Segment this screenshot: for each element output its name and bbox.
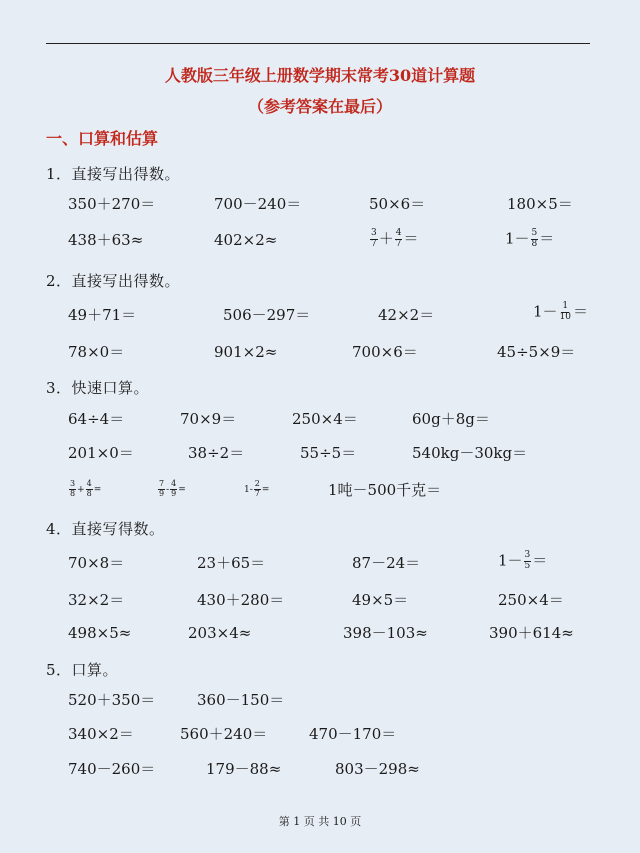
problem: 55÷5＝ bbox=[300, 444, 357, 462]
problem: 23＋65＝ bbox=[197, 554, 266, 572]
question-1-title: 1．直接写出得数。 bbox=[46, 165, 181, 183]
page-subtitle: （参考答案在最后） bbox=[247, 97, 392, 116]
problem-fraction: $\frac{3}{8}$ + $\frac{4}{8}$ = bbox=[70, 479, 102, 498]
fraction: $\frac{3}{7}$ bbox=[371, 228, 377, 249]
fraction: $\frac{1}{10}$ bbox=[559, 301, 571, 322]
problem: 78×0＝ bbox=[68, 343, 125, 361]
problem: 700×6＝ bbox=[352, 343, 418, 361]
section-title: 一、口算和估算 bbox=[46, 129, 159, 148]
problem-fraction: 1－ $\frac{5}{8}$ ＝ bbox=[505, 228, 555, 249]
question-5-title: 5．口算。 bbox=[46, 661, 119, 679]
problem: 38÷2＝ bbox=[188, 444, 245, 462]
problem: 250×4＝ bbox=[498, 591, 564, 609]
problem: 498×5≈ bbox=[68, 624, 132, 642]
question-2-title: 2．直接写出得数。 bbox=[46, 272, 181, 290]
fraction: $\frac{2}{7}$ bbox=[254, 479, 260, 498]
problem: 901×2≈ bbox=[214, 343, 278, 361]
problem-fraction: $\frac{7}{9}$ - $\frac{4}{9}$ = bbox=[159, 479, 186, 498]
fraction: $\frac{3}{8}$ bbox=[70, 479, 76, 498]
fraction: $\frac{4}{8}$ bbox=[86, 479, 92, 498]
page-footer: 第 1 页 共 10 页 bbox=[278, 815, 362, 828]
problem-fraction: 1－ $\frac{3}{5}$ ＝ bbox=[498, 550, 548, 571]
top-rule bbox=[46, 43, 590, 44]
problem: 520＋350＝ bbox=[68, 691, 156, 709]
problem: 350＋270＝ bbox=[68, 195, 156, 213]
problem: 64÷4＝ bbox=[68, 410, 125, 428]
problem: 700－240＝ bbox=[214, 195, 302, 213]
problem-fraction: 1- $\frac{2}{7}$ = bbox=[244, 479, 270, 498]
problem: 87－24＝ bbox=[352, 554, 421, 572]
problem: 250×4＝ bbox=[292, 410, 358, 428]
problem: 560＋240＝ bbox=[180, 725, 268, 743]
problem: 1吨－500千克＝ bbox=[328, 481, 442, 499]
problem: 506－297＝ bbox=[223, 306, 311, 324]
fraction: $\frac{3}{5}$ bbox=[524, 550, 531, 571]
problem: 390＋614≈ bbox=[489, 624, 574, 642]
problem: 803－298≈ bbox=[335, 760, 420, 778]
problem: 360－150＝ bbox=[197, 691, 285, 709]
problem: 740－260＝ bbox=[68, 760, 156, 778]
fraction: $\frac{4}{7}$ bbox=[395, 228, 402, 249]
problem: 203×4≈ bbox=[188, 624, 252, 642]
problem: 49×5＝ bbox=[352, 591, 409, 609]
question-4-title: 4．直接写得数。 bbox=[46, 520, 165, 538]
problem: 60g＋8g＝ bbox=[412, 410, 490, 428]
problem: 32×2＝ bbox=[68, 591, 125, 609]
problem: 180×5＝ bbox=[507, 195, 573, 213]
problem: 430＋280＝ bbox=[197, 591, 285, 609]
problem: 340×2＝ bbox=[68, 725, 134, 743]
fraction: $\frac{5}{8}$ bbox=[531, 228, 538, 249]
problem: 201×0＝ bbox=[68, 444, 134, 462]
question-3-title: 3．快速口算。 bbox=[46, 379, 150, 397]
problem: 45÷5×9＝ bbox=[497, 343, 576, 361]
problem-fraction: $\frac{3}{7}$ ＋ $\frac{4}{7}$ ＝ bbox=[371, 228, 419, 249]
problem: 398－103≈ bbox=[343, 624, 428, 642]
problem: 70×9＝ bbox=[180, 410, 237, 428]
problem: 540kg－30kg＝ bbox=[412, 444, 528, 462]
problem: 402×2≈ bbox=[214, 231, 278, 249]
problem: 438＋63≈ bbox=[68, 231, 144, 249]
problem: 470－170＝ bbox=[309, 725, 397, 743]
problem: 179－88≈ bbox=[206, 760, 282, 778]
page-title: 人教版三年级上册数学期末常考30道计算题 bbox=[164, 66, 476, 85]
problem-fraction: 1－ $\frac{1}{10}$ ＝ bbox=[533, 301, 589, 322]
problem: 50×6＝ bbox=[369, 195, 426, 213]
fraction: $\frac{7}{9}$ bbox=[159, 479, 165, 498]
fraction: $\frac{4}{9}$ bbox=[171, 479, 177, 498]
problem: 70×8＝ bbox=[68, 554, 125, 572]
problem: 49＋71＝ bbox=[68, 306, 137, 324]
problem: 42×2＝ bbox=[378, 306, 435, 324]
